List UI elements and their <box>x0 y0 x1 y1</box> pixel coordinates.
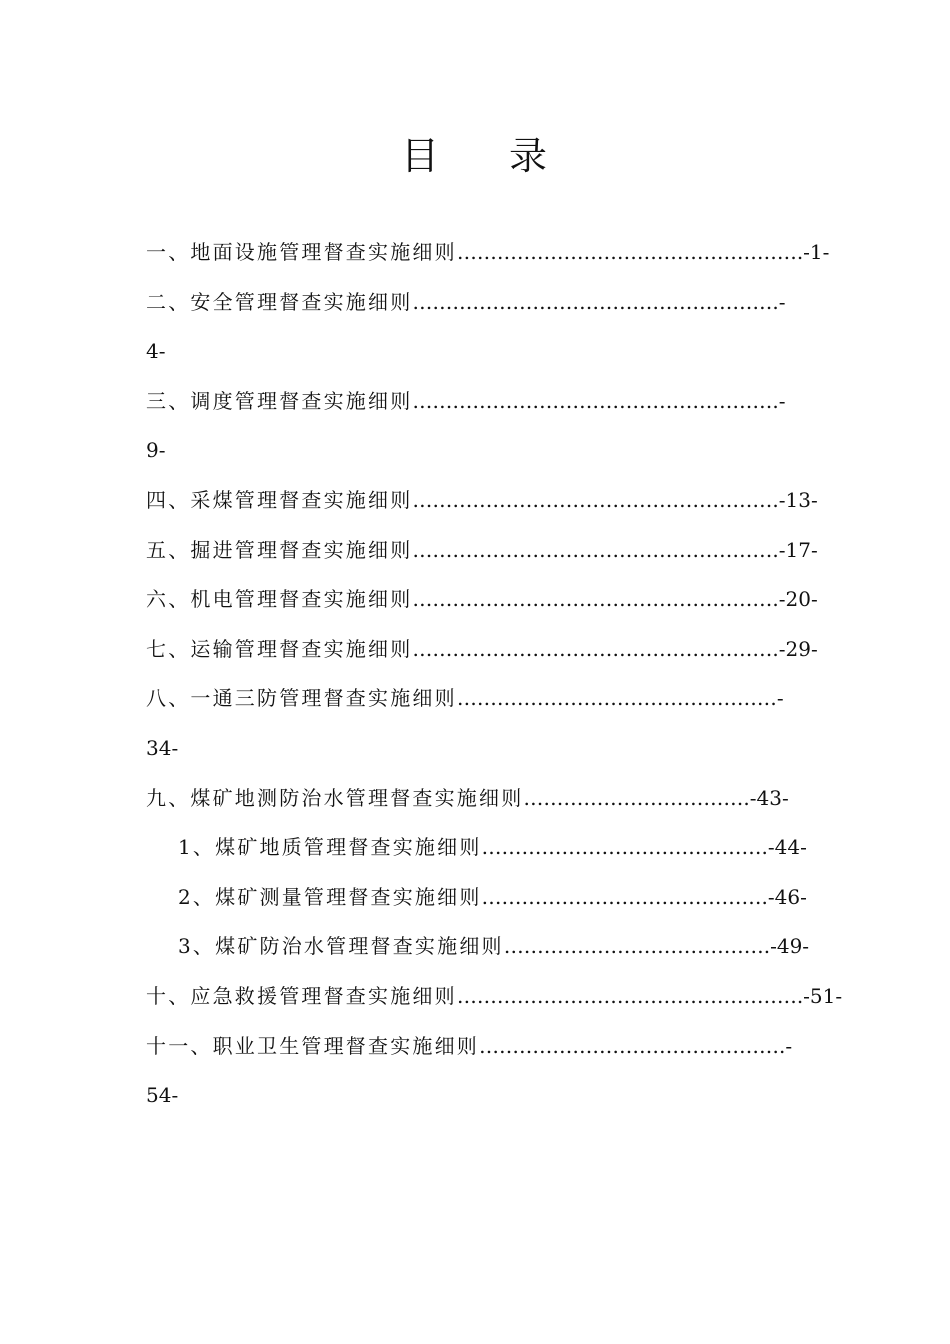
toc-entry-label: 3、煤矿防治水管理督查实施细则 <box>178 934 504 959</box>
toc-page-number: -1- <box>803 240 830 264</box>
toc-page-number: -51- <box>803 983 843 1008</box>
toc-entry[interactable] <box>146 278 806 328</box>
toc-page-number: - <box>778 388 786 413</box>
toc-entry-label: 五、掘进管理督查实施细则 <box>146 537 413 562</box>
toc-entry[interactable] <box>146 922 810 972</box>
toc-entry-label: 九、煤矿地测防治水管理督查实施细则 <box>146 785 524 810</box>
toc-leader-dots: ………………………………………. <box>479 1033 786 1058</box>
table-of-contents <box>146 228 843 1121</box>
toc-entry-label: 2、煤矿测量管理督查实施细则 <box>178 884 482 909</box>
toc-entry[interactable] <box>146 823 806 873</box>
toc-page-number: -17- <box>778 537 818 562</box>
toc-page-number: - <box>785 1033 793 1058</box>
toc-page-number: -29- <box>778 636 818 661</box>
toc-page-number: -46- <box>767 884 807 909</box>
page-title <box>0 125 950 180</box>
toc-entry[interactable] <box>146 426 806 476</box>
toc-leader-dots: ………………………………………………. <box>412 388 779 413</box>
toc-page-number: - <box>776 686 784 711</box>
toc-entry[interactable] <box>146 774 806 824</box>
toc-entry-label: 二、安全管理督查实施细则 <box>146 289 413 314</box>
toc-page-number: 54- <box>146 1083 179 1108</box>
toc-entry-label: 七、运输管理督查实施细则 <box>146 636 413 661</box>
toc-entry-label: 八、一通三防管理督查实施细则 <box>146 686 457 711</box>
toc-leader-dots: ………………………………………………. <box>412 537 779 562</box>
toc-entry[interactable] <box>146 526 818 576</box>
toc-entry-label: 一、地面设施管理督查实施细则 <box>146 240 457 264</box>
toc-page-number: -49- <box>770 934 810 959</box>
toc-entry[interactable] <box>146 674 806 724</box>
toc-entry-label: 十一、职业卫生管理督查实施细则 <box>146 1033 479 1058</box>
toc-entry[interactable] <box>146 873 806 923</box>
toc-leader-dots: ………………………………………………. <box>412 487 779 512</box>
title-char-2: 录 <box>509 134 550 178</box>
toc-page-number: -13- <box>778 487 818 512</box>
toc-entry-label: 四、采煤管理督查实施细则 <box>146 487 413 512</box>
title-char-1: 目 <box>400 134 441 178</box>
toc-page-number: -44- <box>767 835 807 860</box>
toc-leader-dots: ………………………………………………. <box>412 636 779 661</box>
toc-entry[interactable] <box>146 327 806 377</box>
toc-entry-label: 十、应急救援管理督查实施细则 <box>146 983 457 1008</box>
toc-leader-dots: ………………………………………… <box>456 686 777 711</box>
toc-entry[interactable] <box>146 377 806 427</box>
toc-leader-dots: ……………………………………. <box>481 835 768 860</box>
toc-page-number: 34- <box>146 735 179 760</box>
toc-entry[interactable] <box>146 724 806 774</box>
toc-page-number: 4- <box>146 339 166 364</box>
toc-page-number: -43- <box>749 785 789 810</box>
toc-entry[interactable] <box>146 476 818 526</box>
toc-leader-dots: ………………………………………………. <box>412 587 779 612</box>
toc-entry[interactable] <box>146 972 843 1022</box>
toc-entry-label: 六、机电管理督查实施细则 <box>146 587 413 612</box>
toc-leader-dots: ……………………………………………. <box>456 983 804 1008</box>
toc-entry[interactable] <box>146 228 830 278</box>
toc-leader-dots: …………………………………. <box>503 934 771 959</box>
toc-entry-label: 1、煤矿地质管理督查实施细则 <box>178 835 482 860</box>
toc-page-number: -20- <box>778 587 818 612</box>
toc-entry[interactable] <box>146 625 818 675</box>
toc-entry[interactable] <box>146 1071 806 1121</box>
toc-entry[interactable] <box>146 575 818 625</box>
toc-leader-dots: ……………………………………………. <box>456 240 804 264</box>
toc-entry-label: 三、调度管理督查实施细则 <box>146 388 413 413</box>
toc-leader-dots: ………………………………………………. <box>412 289 779 314</box>
toc-page-number: - <box>778 289 786 314</box>
toc-leader-dots: ……………………………. <box>523 785 750 810</box>
toc-leader-dots: ……………………………………. <box>481 884 768 909</box>
toc-entry[interactable] <box>146 1022 806 1072</box>
toc-page-number: 9- <box>146 438 166 463</box>
